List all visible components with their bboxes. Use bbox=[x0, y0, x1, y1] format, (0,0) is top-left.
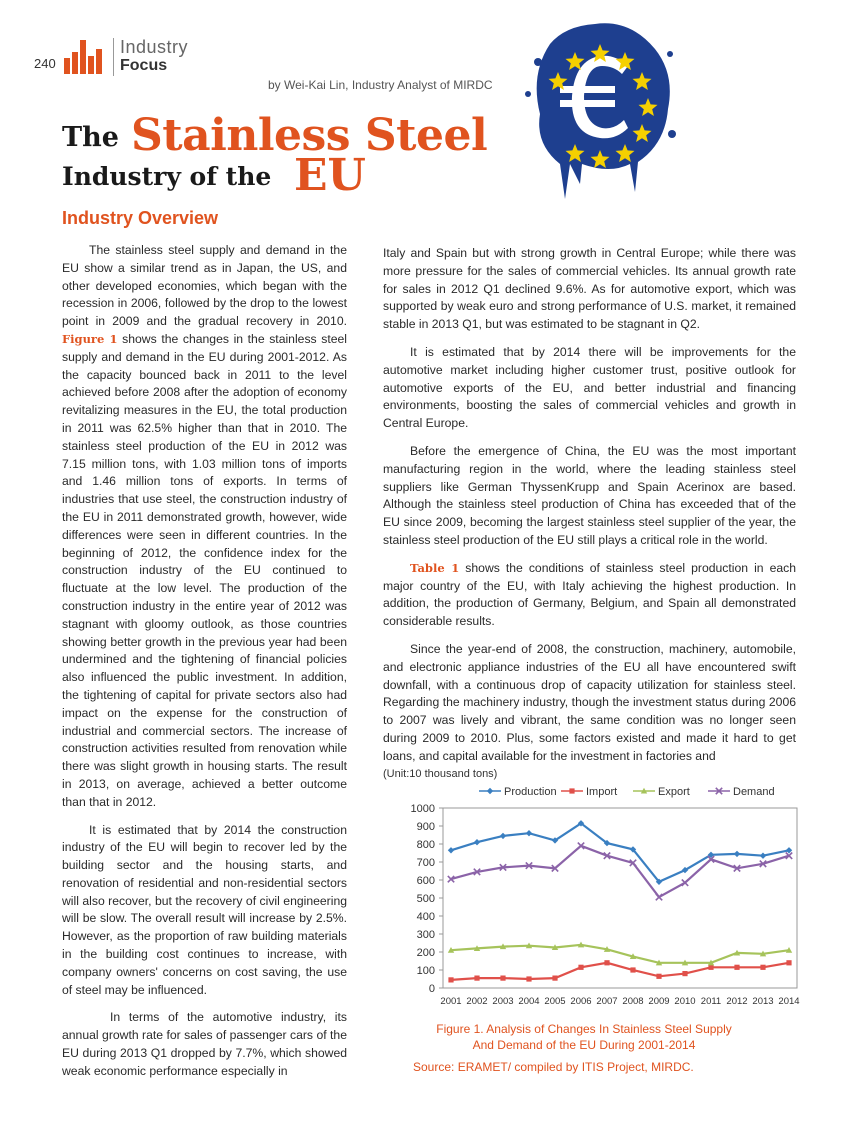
paragraph: It is estimated that by 2014 the construction industry of the EU will begin to recover led by the building sector and the housing starts, and renovation of residential and non-residential sectors will also recover, but the recovery of civil engineering will be slow. The overall result will increase by 2.5%. However, as the proportion of raw building materials in the building cost continues to increase, with company owners' concerns on cost saving, the use of steel may be influenced. bbox=[62, 822, 347, 997]
x-tick-label: 2014 bbox=[778, 996, 800, 1007]
line-chart bbox=[383, 782, 803, 1014]
y-tick-label: 200 bbox=[416, 947, 435, 959]
data-point-production bbox=[526, 830, 532, 836]
y-tick-label: 400 bbox=[416, 911, 435, 923]
x-tick-label: 2013 bbox=[752, 996, 774, 1007]
data-point-production bbox=[500, 833, 506, 839]
title-stainless-steel: Stainless Steel bbox=[131, 110, 488, 161]
data-point-import bbox=[474, 976, 479, 981]
y-tick-label: 700 bbox=[416, 857, 435, 869]
paragraph-text: The stainless steel supply and demand in the EU show a similar trend as in Japan, the US, and other developed economies, which began with the recession in 2006, followed by the drop to the lowest point in 2009 and the gradual recovery in 2010. bbox=[62, 243, 347, 329]
data-point-import bbox=[656, 974, 661, 979]
x-tick-label: 2011 bbox=[700, 996, 722, 1007]
data-point-import bbox=[682, 971, 687, 976]
paragraph bbox=[62, 242, 347, 812]
data-point-import bbox=[526, 976, 531, 981]
figure-source: Source: ERAMET/ compiled by ITIS Project, MIRDC. bbox=[413, 1060, 694, 1074]
paragraph-text: shows the conditions of stainless steel production in each major country of the EU, with Italy achieving the highest production. In addition, the production of Germany, Belgium, and Spain all demonstrated considerable results. bbox=[383, 560, 796, 629]
x-tick-label: 2004 bbox=[518, 996, 540, 1007]
paragraph bbox=[383, 560, 796, 631]
data-point-import bbox=[760, 965, 765, 970]
section-heading: Industry Overview bbox=[62, 208, 219, 228]
y-tick-label: 1000 bbox=[410, 803, 435, 815]
y-tick-label: 0 bbox=[428, 983, 435, 995]
x-tick-label: 2005 bbox=[544, 996, 566, 1007]
logo-focus-text: Focus bbox=[120, 57, 168, 74]
figure-caption bbox=[404, 1021, 764, 1053]
x-tick-label: 2009 bbox=[648, 996, 670, 1007]
x-tick-label: 2001 bbox=[440, 996, 462, 1007]
data-point-import bbox=[578, 965, 583, 970]
paragraph: Italy and Spain but with strong growth in Central Europe; while there was more pressure for the sales of commercial vehicles. Its annual growth rate for sales in 2012 Q1 declined 9.6%. As for automotive export, which was supported by weak euro and strong performance of U.S. market, it remained stable in 2013 Q1, but was estimated to be stagnant in Q2. bbox=[383, 246, 796, 332]
industry-focus-logo-icon bbox=[64, 38, 106, 74]
euro-stars-emblem-icon bbox=[520, 14, 680, 204]
column-left bbox=[62, 242, 347, 1091]
x-tick-label: 2002 bbox=[466, 996, 488, 1007]
x-tick-label: 2006 bbox=[570, 996, 592, 1007]
title-the: The bbox=[62, 122, 119, 153]
title-industry-of-the: Industry of the bbox=[62, 162, 272, 191]
x-tick-label: 2008 bbox=[622, 996, 644, 1007]
table-1-reference: Table 1 bbox=[410, 560, 460, 575]
data-point-production bbox=[474, 839, 480, 845]
data-point-production bbox=[734, 851, 740, 857]
paragraph-text: shows the changes in the stainless steel supply and demand in the EU during 2001-2012. As the capacity bounced back in 2011 to the level achieved before 2008 after the adoption of economy revitalizing measures in the EU, the total production in 2011 was 62.5% higher than that in 2010. The stainless steel production of the EU in 2012 was 7.15 million tons, with 1.03 million tons of imports and 1.46 million tons of exports. In terms of industries that use steel, the construction industry of the EU in 2011 demonstrated growth, however, wide differences were seen in different countries. In the beginning of 2012, the confidence index for the construction industry of the EU continued to fluctuate at the low level. The production of the construction industry in the entire year of 2012 was stagnant with gloomy outlook, as those countries showing better growth in the previous year had been undermined and the tightening of financial policies also influenced the public investment. In addition, the tightening of capital for private sectors also had impact on the expense for the construction of industrial and commercial sectors. The increase of construction activities resulted from renovation while there was slight growth in housing starts. The result in 2013, on average, achieved a better outcome than that in 2012. bbox=[62, 331, 347, 809]
data-point-import bbox=[604, 960, 609, 965]
logo-divider bbox=[113, 38, 114, 76]
chart-unit-label: (Unit:10 thousand tons) bbox=[383, 768, 498, 780]
data-point-import bbox=[500, 976, 505, 981]
caption-line-2: And Demand of the EU During 2001-2014 bbox=[472, 1038, 696, 1052]
page-number: 240 bbox=[34, 56, 56, 71]
x-tick-label: 2003 bbox=[492, 996, 514, 1007]
data-point-production bbox=[760, 853, 766, 859]
logo-industry-text: Industry bbox=[120, 37, 189, 57]
legend-marker-production bbox=[487, 788, 493, 794]
data-point-production bbox=[448, 847, 454, 853]
byline: by Wei-Kai Lin, Industry Analyst of MIRDC bbox=[268, 78, 493, 92]
data-point-import bbox=[448, 977, 453, 982]
x-tick-label: 2012 bbox=[726, 996, 748, 1007]
legend-label-production: Production bbox=[504, 786, 557, 798]
data-point-import bbox=[552, 976, 557, 981]
title-eu: EU bbox=[294, 150, 366, 201]
paragraph: Since the year-end of 2008, the construction, machinery, automobile, and electronic appliance industries of the EU all have encountered swift downfall, with a continuous drop of capacity utilization for stainless steel. Regarding the machinery industry, though the investment status during 2006 to 2007 was lively and vibrant, the same condition was no longer seen during 2009 to 2010. Plus, some factors existed and made it hard to get loans, and capital available for the investment in factories and bbox=[383, 641, 796, 763]
paragraph: In terms of the automotive industry, its annual growth rate for sales of passenger cars of the EU during 2013 Q1 dropped by 7.7%, which showed weak economic performance especially in bbox=[62, 1010, 347, 1078]
x-tick-label: 2010 bbox=[674, 996, 696, 1007]
legend-marker-import bbox=[569, 788, 574, 793]
y-tick-label: 500 bbox=[416, 893, 435, 905]
y-tick-label: 300 bbox=[416, 929, 435, 941]
x-tick-label: 2007 bbox=[596, 996, 618, 1007]
caption-line-1: Figure 1. Analysis of Changes In Stainless Steel Supply bbox=[436, 1022, 732, 1036]
data-point-import bbox=[734, 965, 739, 970]
paragraph: Before the emergence of China, the EU was the most important manufacturing region in the world, where the leading stainless steel suppliers like German ThyssenKrupp and Spain Acerinox are based. Although the stainless steel production of China has exceeded that of the EU since 2009, becoming the largest stainless steel supplier of the year, the stainless steel production of the EU still plays a critical role in the world. bbox=[383, 443, 796, 547]
data-point-import bbox=[630, 967, 635, 972]
data-point-import bbox=[786, 960, 791, 965]
legend-label-export: Export bbox=[658, 786, 690, 798]
plot-area-frame bbox=[443, 808, 797, 988]
column-right bbox=[383, 245, 796, 776]
figure-1-reference: Figure 1 bbox=[62, 331, 118, 346]
paragraph: It is estimated that by 2014 there will be improvements for the automotive market including higher customer trust, positive outlook for automotive exports of the EU, and better industrial and financing environments, boosting the sales of commercial vehicles and growth in Central Europe. bbox=[383, 344, 796, 431]
y-tick-label: 800 bbox=[416, 839, 435, 851]
legend-label-import: Import bbox=[586, 786, 618, 798]
data-point-import bbox=[708, 965, 713, 970]
y-tick-label: 900 bbox=[416, 821, 435, 833]
legend-label-demand: Demand bbox=[733, 786, 775, 798]
y-tick-label: 100 bbox=[416, 965, 435, 977]
y-tick-label: 600 bbox=[416, 875, 435, 887]
